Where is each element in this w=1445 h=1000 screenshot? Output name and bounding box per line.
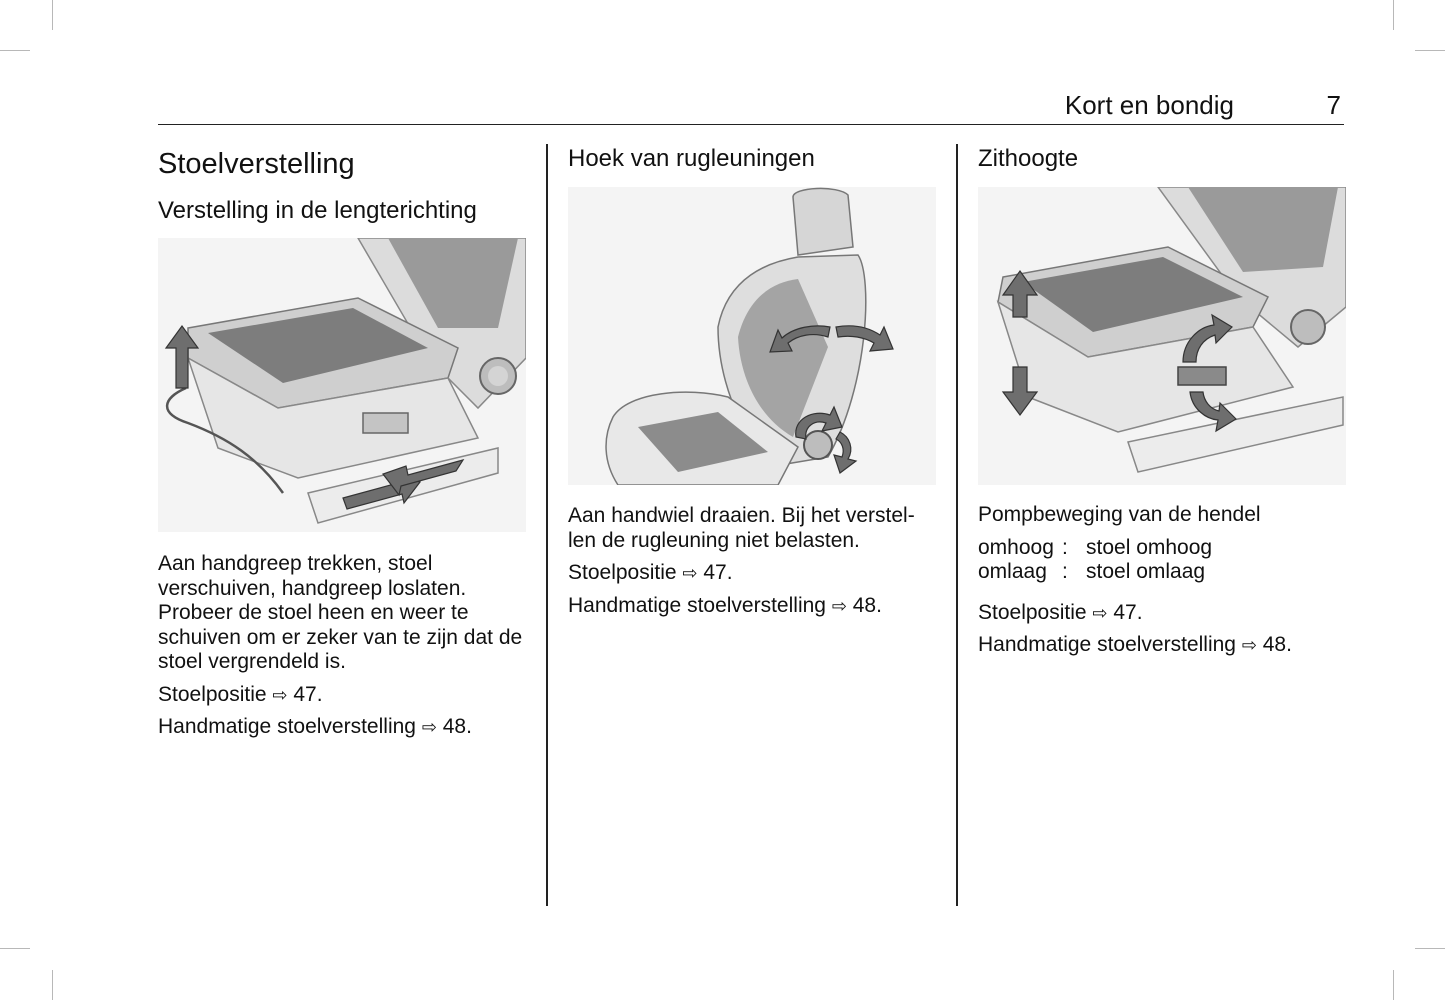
column-backrest bbox=[568, 144, 936, 618]
page-number: 7 bbox=[1326, 90, 1341, 120]
subsection-title: Verstelling in de lengterichting bbox=[158, 197, 477, 224]
reference-arrow-icon: ⇨ bbox=[1241, 635, 1257, 655]
cross-reference[interactable]: Handmatige stoelverstelling ⇨ 48. bbox=[158, 715, 472, 738]
option-list bbox=[978, 536, 1346, 585]
recline-knob-icon bbox=[1291, 310, 1325, 344]
reference-arrow-icon: ⇨ bbox=[831, 595, 847, 616]
subsection-title: Hoek van rugleuningen bbox=[568, 145, 815, 172]
subsection-title: Zithoogte bbox=[978, 145, 1079, 172]
option-row: omhoog : stoel omhoog bbox=[978, 535, 1213, 559]
crop-mark bbox=[1393, 970, 1394, 1000]
instructions-text: Pompbeweging van de hendel bbox=[978, 503, 1261, 526]
crop-mark bbox=[52, 0, 53, 30]
crop-mark bbox=[52, 970, 53, 1000]
cross-reference[interactable]: Stoelpositie ⇨ 47. bbox=[158, 682, 323, 706]
cross-reference[interactable]: Handmatige stoelverstelling ⇨ 48. bbox=[978, 633, 1292, 656]
cross-reference[interactable]: Handmatige stoelverstelling ⇨ 48. bbox=[568, 593, 882, 617]
column-seat-height bbox=[978, 144, 1346, 658]
section-title: Kort en bondig bbox=[1064, 90, 1234, 120]
crop-mark bbox=[1415, 50, 1445, 51]
instructions-text: Aan handwiel draaien. Bij het verstel-len de rugleuning niet belasten. bbox=[568, 504, 915, 552]
recline-handwheel-icon bbox=[804, 431, 832, 459]
page-header bbox=[158, 90, 1344, 125]
column-divider bbox=[956, 144, 958, 906]
cross-reference[interactable]: Stoelpositie ⇨ 47. bbox=[568, 561, 733, 584]
crop-mark bbox=[1415, 948, 1445, 949]
seat-height-illustration bbox=[978, 187, 1346, 485]
option-row: omlaag : stoel omlaag bbox=[978, 560, 1206, 583]
reference-arrow-icon: ⇨ bbox=[421, 717, 437, 737]
page-title: Stoelverstelling bbox=[158, 148, 355, 180]
cross-reference[interactable]: Stoelpositie ⇨ 47. bbox=[978, 600, 1143, 624]
seat-longitudinal-illustration bbox=[158, 238, 526, 532]
column-longitudinal bbox=[158, 144, 526, 740]
reference-arrow-icon: ⇨ bbox=[682, 563, 698, 583]
crop-mark bbox=[0, 50, 30, 51]
reference-arrow-icon: ⇨ bbox=[272, 684, 288, 705]
column-divider bbox=[546, 144, 548, 906]
crop-mark bbox=[1393, 0, 1394, 30]
crop-mark bbox=[0, 948, 30, 949]
reference-arrow-icon: ⇨ bbox=[1092, 602, 1108, 623]
backrest-angle-illustration bbox=[568, 187, 936, 485]
instructions-text: Aan handgreep trekken, stoel verschuiven, handgreep loslaten. Probeer de stoel heen en weer te schuiven om er zeker van te zijn dat de stoel vergrendeld is. bbox=[158, 552, 523, 673]
